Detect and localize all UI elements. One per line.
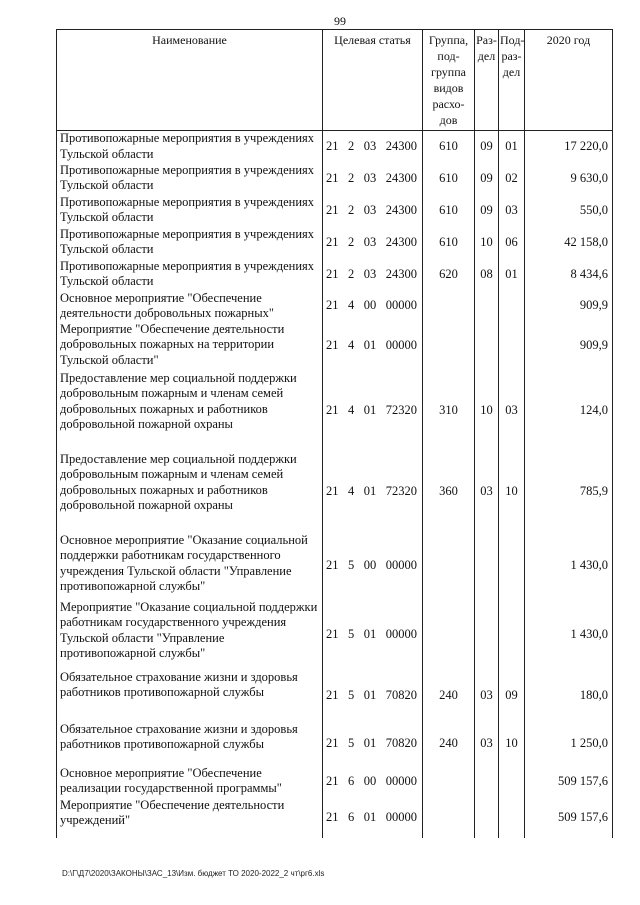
- row-amount: 124,0: [525, 371, 613, 452]
- header-section: Раз-дел: [475, 30, 499, 131]
- budget-table: [56, 29, 613, 838]
- table-row: [57, 600, 613, 670]
- row-name: Основное мероприятие "Обеспечение деятельности добровольных пожарных": [57, 291, 323, 322]
- row-target-article: [323, 131, 423, 163]
- row-target-article: [323, 670, 423, 722]
- target-article-part: 5: [348, 687, 355, 702]
- row-subsection: [499, 766, 525, 798]
- row-expense-group: [423, 533, 475, 600]
- row-expense-group: 240: [423, 670, 475, 722]
- row-subsection: [499, 533, 525, 600]
- row-subsection: 03: [499, 195, 525, 227]
- row-name: Противопожарные мероприятия в учреждениях Тульской области: [57, 131, 323, 163]
- row-subsection: 01: [499, 259, 525, 291]
- row-section: 03: [475, 452, 499, 533]
- target-article-part: 24300: [385, 266, 417, 281]
- row-section: 09: [475, 195, 499, 227]
- target-article-part: 03: [363, 139, 377, 153]
- target-article-part: 00: [363, 773, 377, 788]
- row-name: Обязательное страхование жизни и здоровья работников противопожарной службы: [57, 722, 323, 766]
- target-article-part: 21: [326, 484, 339, 499]
- row-subsection: 02: [499, 163, 525, 195]
- row-subsection: 06: [499, 227, 525, 259]
- row-subsection: 03: [499, 371, 525, 452]
- row-section: [475, 766, 499, 798]
- row-subsection: [499, 798, 525, 838]
- row-section: [475, 798, 499, 838]
- target-article-part: 03: [363, 170, 377, 185]
- row-target-article: [323, 259, 423, 291]
- header-subsection: Под-раз-дел: [499, 30, 525, 131]
- target-article-part: 03: [363, 234, 377, 249]
- row-expense-group: [423, 600, 475, 670]
- row-expense-group: 610: [423, 163, 475, 195]
- row-target-article: [323, 227, 423, 259]
- table-row: [57, 670, 613, 722]
- table-row: [57, 533, 613, 600]
- row-name: Противопожарные мероприятия в учреждениях Тульской области: [57, 195, 323, 227]
- row-amount: 509 157,6: [525, 798, 613, 838]
- row-amount: 909,9: [525, 322, 613, 371]
- row-amount: 509 157,6: [525, 766, 613, 798]
- row-section: 09: [475, 131, 499, 163]
- target-article-part: 03: [363, 266, 377, 281]
- row-amount: 1 430,0: [525, 533, 613, 600]
- target-article-part: 21: [326, 298, 339, 313]
- table-row: [57, 131, 613, 163]
- target-article-part: 21: [326, 202, 339, 217]
- row-name: Противопожарные мероприятия в учреждениях Тульской области: [57, 259, 323, 291]
- row-subsection: 10: [499, 722, 525, 766]
- target-article-part: 03: [363, 202, 377, 217]
- target-article-part: 21: [326, 234, 339, 249]
- target-article-part: 01: [363, 735, 377, 750]
- target-article-part: 5: [348, 558, 355, 573]
- row-section: 09: [475, 163, 499, 195]
- row-section: [475, 600, 499, 670]
- target-article-part: 21: [326, 735, 339, 750]
- target-article-part: 24300: [385, 234, 417, 249]
- target-article-part: 00000: [385, 626, 417, 641]
- row-expense-group: [423, 322, 475, 371]
- table-row: [57, 322, 613, 371]
- target-article-part: 6: [348, 809, 355, 824]
- target-article-part: 24300: [385, 170, 417, 185]
- target-article-part: 70820: [385, 735, 417, 750]
- target-article-part: 00: [363, 298, 377, 313]
- target-article-part: 00000: [385, 338, 417, 353]
- row-name: Основное мероприятие "Обеспечение реализации государственной программы": [57, 766, 323, 798]
- row-subsection: 01: [499, 131, 525, 163]
- target-article-part: 00000: [385, 298, 417, 313]
- target-article-part: 6: [348, 773, 355, 788]
- page-number: 99: [334, 14, 346, 28]
- row-section: 03: [475, 722, 499, 766]
- row-section: [475, 322, 499, 371]
- row-amount: 17 220,0: [525, 131, 613, 163]
- target-article-part: 01: [363, 626, 377, 641]
- target-article-part: 21: [326, 338, 339, 353]
- target-article-part: 21: [326, 687, 339, 702]
- target-article-part: 2: [348, 202, 355, 217]
- target-article-part: 00: [363, 558, 377, 573]
- row-amount: 1 430,0: [525, 600, 613, 670]
- target-article-part: 21: [326, 170, 339, 185]
- row-subsection: 09: [499, 670, 525, 722]
- row-target-article: [323, 163, 423, 195]
- table-row: [57, 798, 613, 838]
- target-article-part: 01: [363, 338, 377, 353]
- target-article-part: 01: [363, 403, 377, 418]
- target-article-part: 72320: [385, 403, 417, 418]
- row-amount: 909,9: [525, 291, 613, 322]
- target-article-part: 72320: [385, 484, 417, 499]
- target-article-part: 21: [326, 266, 339, 281]
- header-expense-group: Группа, под-группа видов расхо-дов: [423, 30, 475, 131]
- row-target-article: [323, 722, 423, 766]
- table-row: [57, 722, 613, 766]
- target-article-part: 00000: [385, 809, 417, 824]
- table-row: [57, 259, 613, 291]
- row-subsection: [499, 291, 525, 322]
- target-article-part: 2: [348, 234, 355, 249]
- target-article-part: 21: [326, 558, 339, 573]
- row-subsection: [499, 600, 525, 670]
- target-article-part: 5: [348, 626, 355, 641]
- target-article-part: 2: [348, 139, 355, 153]
- row-expense-group: [423, 766, 475, 798]
- target-article-part: 21: [326, 139, 339, 153]
- row-target-article: [323, 766, 423, 798]
- target-article-part: 4: [348, 338, 355, 353]
- row-target-article: [323, 291, 423, 322]
- row-name: Мероприятие "Обеспечение деятельности добровольных пожарных на территории Тульской области": [57, 322, 323, 371]
- target-article-part: 4: [348, 403, 355, 418]
- row-section: [475, 291, 499, 322]
- row-expense-group: [423, 798, 475, 838]
- row-section: 10: [475, 371, 499, 452]
- header-name: Наименование: [57, 30, 323, 131]
- row-target-article: [323, 533, 423, 600]
- target-article-part: 00000: [385, 558, 417, 573]
- table-row: [57, 452, 613, 533]
- row-amount: 550,0: [525, 195, 613, 227]
- row-name: Предоставление мер социальной поддержки добровольным пожарным и членам семей добровольных пожарных и работников добровольной пожарной охраны: [57, 452, 323, 533]
- table-row: [57, 195, 613, 227]
- row-target-article: [323, 195, 423, 227]
- row-name: Противопожарные мероприятия в учреждениях Тульской области: [57, 163, 323, 195]
- table-row: [57, 163, 613, 195]
- target-article-part: 4: [348, 298, 355, 313]
- target-article-part: 01: [363, 687, 377, 702]
- table-header-row: [57, 30, 613, 131]
- header-target-article: Целевая статья: [323, 30, 423, 131]
- row-section: 03: [475, 670, 499, 722]
- table-row: [57, 766, 613, 798]
- table-row: [57, 227, 613, 259]
- row-expense-group: 620: [423, 259, 475, 291]
- target-article-part: 4: [348, 484, 355, 499]
- row-expense-group: 240: [423, 722, 475, 766]
- row-amount: 8 434,6: [525, 259, 613, 291]
- row-expense-group: [423, 291, 475, 322]
- row-name: Обязательное страхование жизни и здоровья работников противопожарной службы: [57, 670, 323, 722]
- row-target-article: [323, 798, 423, 838]
- target-article-part: 00000: [385, 773, 417, 788]
- target-article-part: 70820: [385, 687, 417, 702]
- row-target-article: [323, 600, 423, 670]
- row-name: Предоставление мер социальной поддержки добровольным пожарным и членам семей добровольных пожарных и работников добровольной пожарной охраны: [57, 371, 323, 452]
- target-article-part: 21: [326, 626, 339, 641]
- target-article-part: 21: [326, 809, 339, 824]
- target-article-part: 2: [348, 266, 355, 281]
- target-article-part: 01: [363, 484, 377, 499]
- row-amount: 1 250,0: [525, 722, 613, 766]
- row-amount: 9 630,0: [525, 163, 613, 195]
- row-name: Мероприятие "Обеспечение деятельности учреждений": [57, 798, 323, 838]
- row-expense-group: 360: [423, 452, 475, 533]
- target-article-part: 01: [363, 809, 377, 824]
- table-row: [57, 291, 613, 322]
- row-target-article: [323, 371, 423, 452]
- row-amount: 785,9: [525, 452, 613, 533]
- row-expense-group: 610: [423, 227, 475, 259]
- row-amount: 180,0: [525, 670, 613, 722]
- row-name: Мероприятие "Оказание социальной поддержки работникам государственного учреждения Тульской области "Управление противопожарной службы": [57, 600, 323, 670]
- target-article-part: 21: [326, 773, 339, 788]
- row-name: Противопожарные мероприятия в учреждениях Тульской области: [57, 227, 323, 259]
- row-subsection: 10: [499, 452, 525, 533]
- row-section: 08: [475, 259, 499, 291]
- row-expense-group: 610: [423, 195, 475, 227]
- row-target-article: [323, 322, 423, 371]
- row-subsection: [499, 322, 525, 371]
- row-target-article: [323, 452, 423, 533]
- table-row: [57, 371, 613, 452]
- target-article-part: 5: [348, 735, 355, 750]
- row-name: Основное мероприятие "Оказание социальной поддержки работникам государственного учреждения Тульской области "Управление противопожарной службы": [57, 533, 323, 600]
- target-article-part: 2: [348, 170, 355, 185]
- row-section: 10: [475, 227, 499, 259]
- row-section: [475, 533, 499, 600]
- row-expense-group: 610: [423, 131, 475, 163]
- target-article-part: 24300: [385, 139, 417, 153]
- row-amount: 42 158,0: [525, 227, 613, 259]
- row-expense-group: 310: [423, 371, 475, 452]
- header-year-2020: 2020 год: [525, 30, 613, 131]
- file-path-footer: D:\Г\Д7\2020\ЗАКОНЫ\ЗАС_13\Изм. бюджет ТО 2020-2022_2 чт\рг6.xls: [62, 869, 325, 878]
- target-article-part: 21: [326, 403, 339, 418]
- target-article-part: 24300: [385, 202, 417, 217]
